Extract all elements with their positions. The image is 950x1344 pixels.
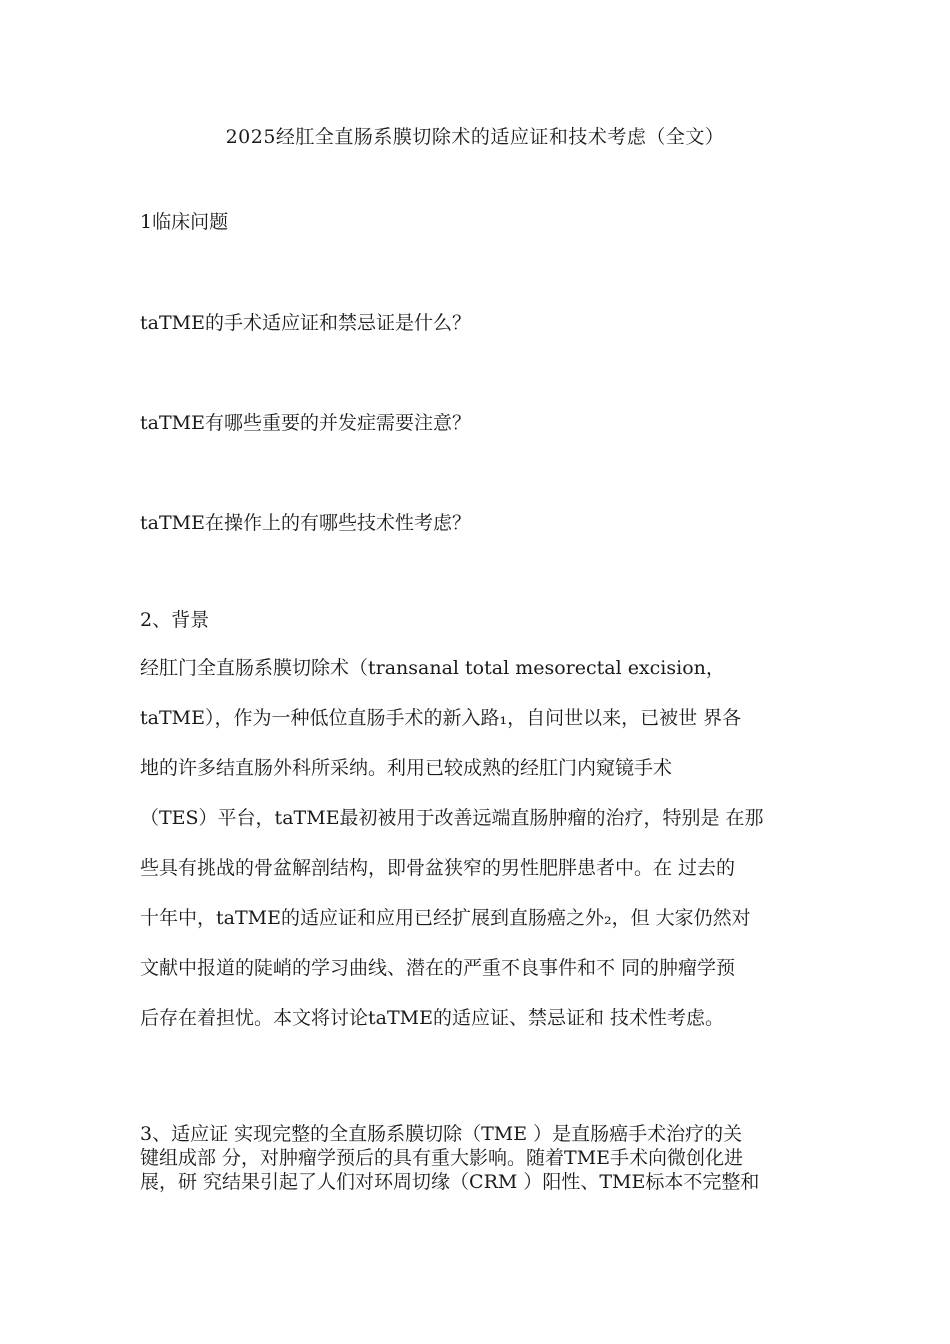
paragraph-line: （TES）平台，taTME最初被用于改善远端直肠肿瘤的治疗，特别是 在那 bbox=[140, 807, 764, 829]
paragraph-line: 经肛门全直肠系膜切除术（transanal total mesorectal excision， bbox=[140, 657, 725, 679]
paragraph-line: 地的许多结直肠外科所采纳。利用已较成熟的经肛门内窥镜手术 bbox=[140, 757, 673, 779]
document-title: 2025经肛全直肠系膜切除术的适应证和技术考虑（全文） bbox=[225, 126, 725, 148]
paragraph-line: 后存在着担忧。本文将讨论taTME的适应证、禁忌证和 技术性考虑。 bbox=[140, 1007, 725, 1029]
paragraph-line: 键组成部 分，对肿瘤学预后的具有重大影响。随着TME手术向微创化进 bbox=[140, 1147, 744, 1169]
question-3: taTME在操作上的有哪些技术性考虑？ bbox=[140, 512, 471, 534]
paragraph-line: 十年中，taTME的适应证和应用已经扩展到直肠癌之外₂，但 大家仍然对 bbox=[140, 907, 751, 929]
section-heading-clinical-questions: 1临床问题 bbox=[140, 211, 229, 233]
paragraph-line: 些具有挑战的骨盆解剖结构，即骨盆狭窄的男性肥胖患者中。在 过去的 bbox=[140, 857, 736, 879]
indications-paragraph bbox=[140, 1122, 812, 1194]
paragraph-line: taTME），作为一种低位直肠手术的新入路₁，自问世以来，已被世 界各 bbox=[140, 707, 742, 729]
section-heading-background: 2、背景 bbox=[140, 609, 210, 631]
paragraph-line: 展，研 究结果引起了人们对环周切缘（CRM ）阳性、TME标本不完整和 bbox=[140, 1171, 760, 1193]
question-1: taTME的手术适应证和禁忌证是什么？ bbox=[140, 312, 471, 334]
paragraph-line: 3、适应证 实现完整的全直肠系膜切除（TME ）是直肠癌手术治疗的关 bbox=[140, 1123, 743, 1145]
paragraph-line: 文献中报道的陡峭的学习曲线、潜在的严重不良事件和不 同的肿瘤学预 bbox=[140, 957, 736, 979]
background-paragraph bbox=[140, 643, 812, 1043]
question-2: taTME有哪些重要的并发症需要注意？ bbox=[140, 412, 471, 434]
